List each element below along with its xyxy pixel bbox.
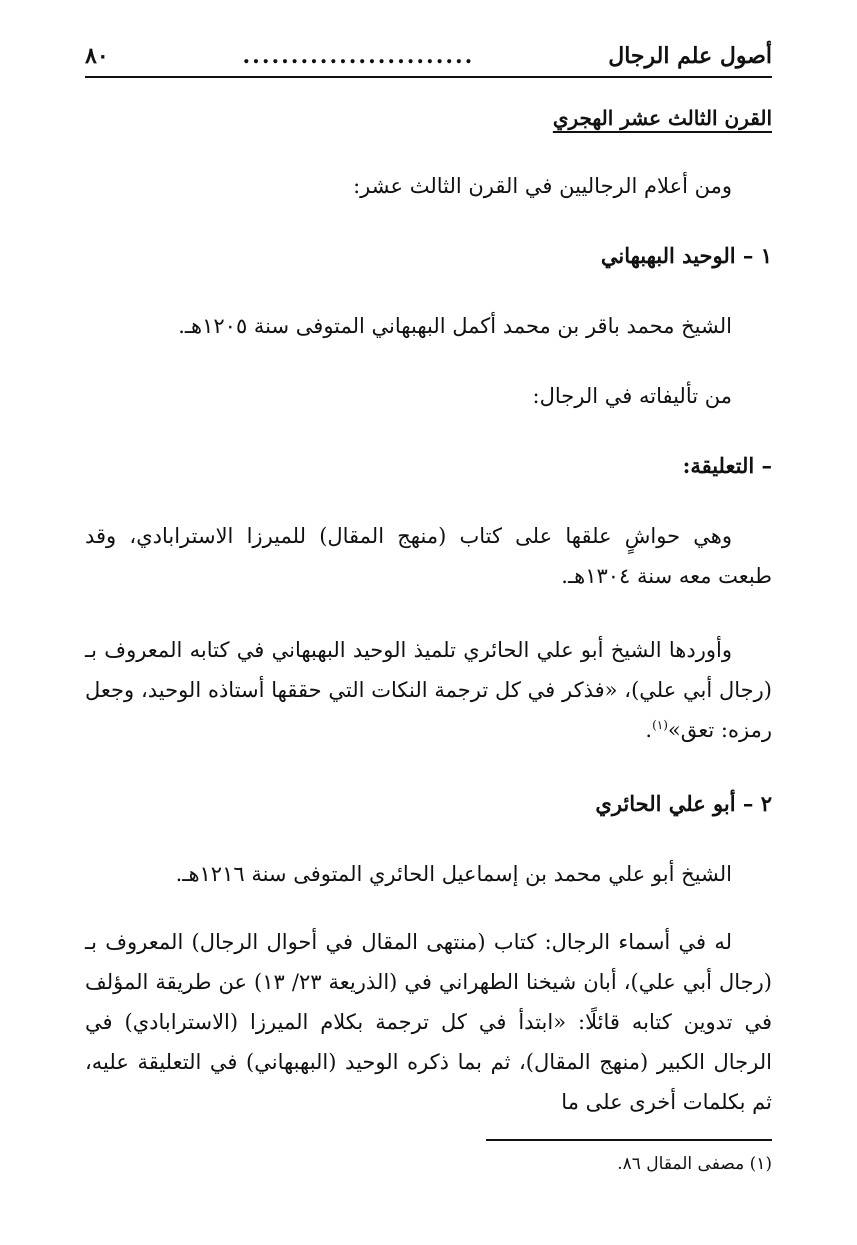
entry1-paragraph1: وهي حواشٍ علقها على كتاب (منهج المقال) للميرزا الاسترابادي، وقد طبعت معه سنة ١٣٠٤هـ. — [85, 524, 772, 588]
book-title: أصول علم الرجال — [608, 43, 772, 69]
running-header — [85, 36, 772, 78]
entry1-paragraph2-end: . — [645, 718, 653, 742]
footnote-divider — [486, 1139, 772, 1141]
section-title: القرن الثالث عشر الهجري — [552, 106, 772, 130]
entry1-paragraph2-text: وأوردها الشيخ أبو علي الحائري تلميذ الوحيد البهبهاني في كتابه المعروف بـ (رجال أبي علي)، «فذكر في كل ترجمة النكات التي حققها أستاذه الوحيد، وجعل رمزه: تعق» — [85, 638, 772, 742]
entry2-bio: الشيخ أبو علي محمد بن إسماعيل الحائري المتوفى سنة ١٢١٦هـ. — [175, 862, 732, 886]
entry1-paragraph2 — [85, 630, 772, 750]
page-number: ٨٠ — [85, 43, 109, 69]
entry1-heading: ١ – الوحيد البهبهاني — [600, 243, 772, 268]
entry2-paragraph: له في أسماء الرجال: كتاب (منتهى المقال في أحوال الرجال) المعروف بـ (رجال أبي علي)، أبان شيخنا الطهراني في (الذريعة ٢٣/ ١٣) عن طريقة المؤلف في تدوين كتابه قائلًا: «ابتدأ في كل ترجمة بكلام الميرزا (الاسترابادي) في الرجال الكبير (منهج المقال)، ثم بما ذكره الوحيد (البهبهاني) في التعليقة عليه، ثم بكلمات أخرى على ما — [85, 930, 772, 1114]
header-dots: ........................ — [242, 43, 475, 69]
footnote: (١) مصفى المقال ٨٦. — [617, 1154, 772, 1174]
footnote-reference: (١) — [652, 718, 668, 732]
entry1-bio: الشيخ محمد باقر بن محمد أكمل البهبهاني المتوفى سنة ١٢٠٥هـ. — [178, 314, 732, 338]
entry1-works-label: من تأليفاته في الرجال: — [532, 384, 732, 408]
entry1-work-title: – التعليقة: — [682, 453, 772, 478]
entry2-heading: ٢ – أبو علي الحائري — [595, 791, 772, 816]
intro-text: ومن أعلام الرجاليين في القرن الثالث عشر: — [353, 174, 732, 198]
